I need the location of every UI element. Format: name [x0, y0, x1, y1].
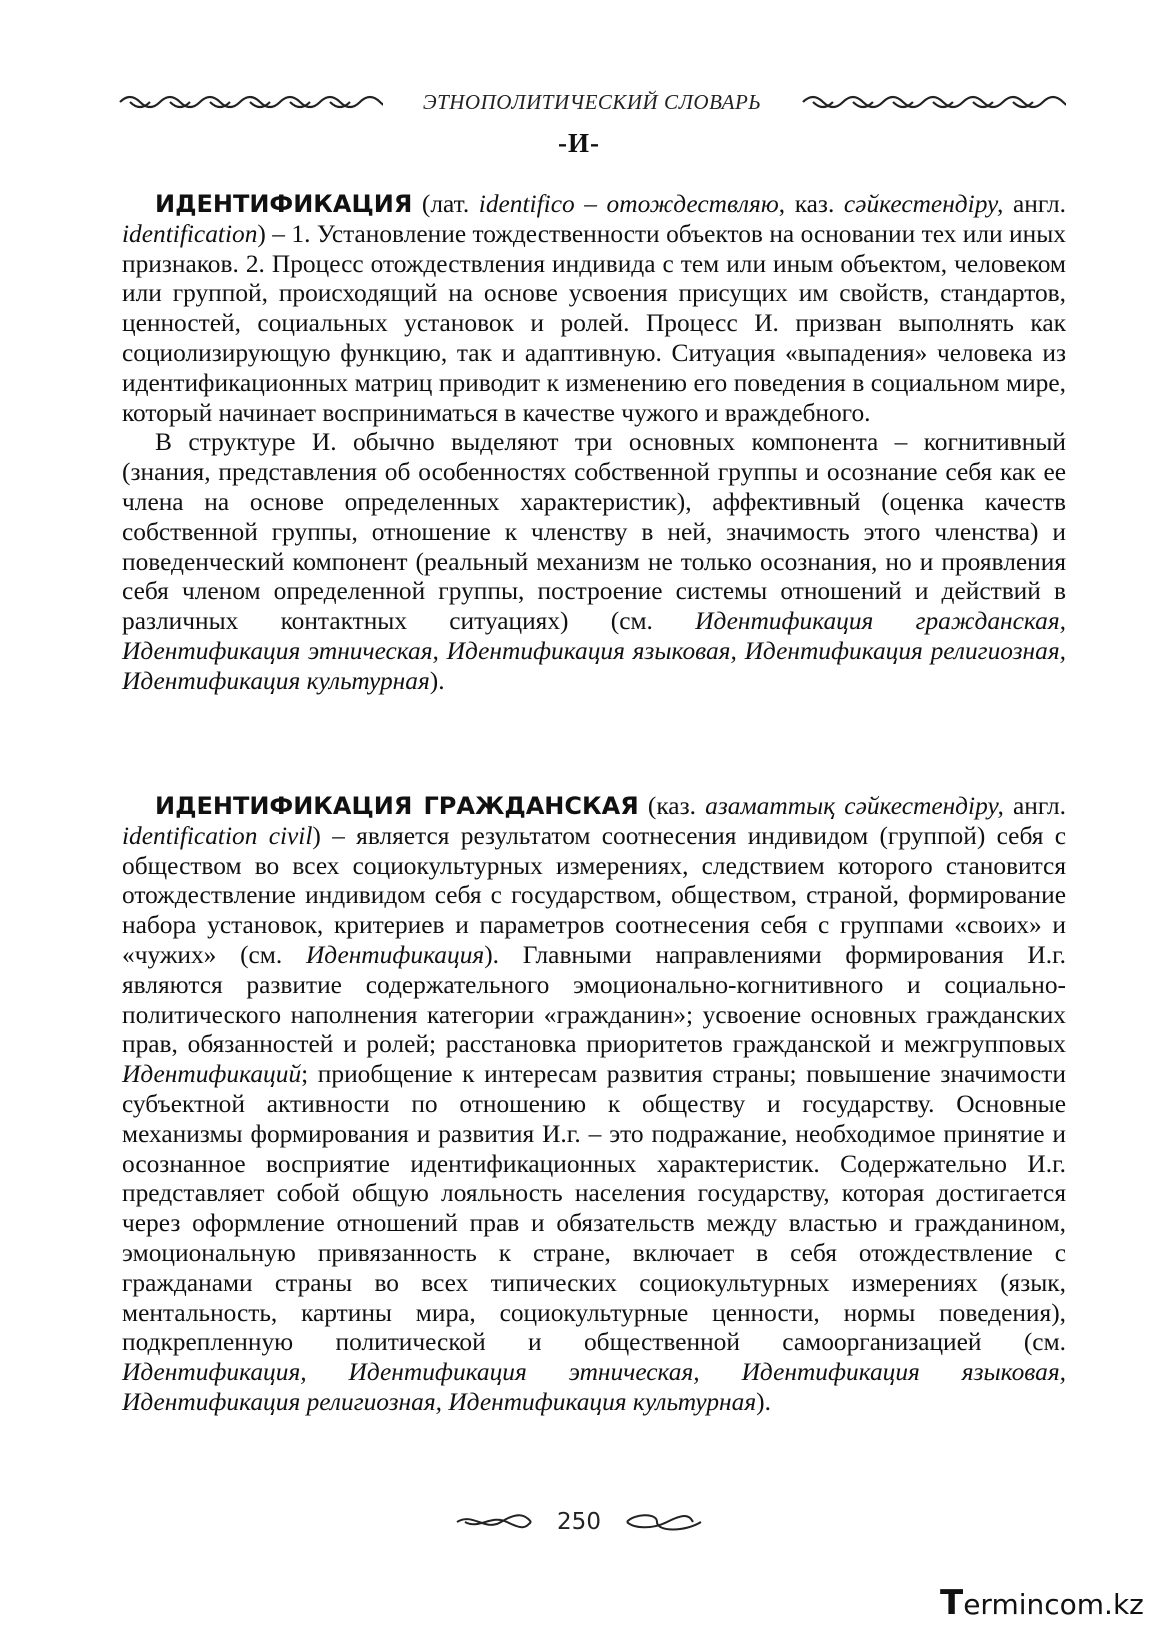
watermark-text: ermincom.kz	[963, 1588, 1144, 1621]
site-watermark	[940, 1583, 1144, 1623]
entry-term: ИДЕНТИФИКАЦИЯ	[155, 190, 413, 218]
entry-english: identification civil	[122, 821, 313, 850]
page-number: 250	[557, 1509, 601, 1535]
entry-paragraph	[122, 190, 1066, 428]
entry-english: identification	[122, 219, 258, 248]
cross-reference: Идентификация	[305, 940, 485, 969]
entry-definition: ) – 1. Установление тождественности объектов на основании тех или иных признаков. 2. Процесс отождествления индивида с тем или иным объектом, человеком или группой, происходящий на основе усвоения присущих им свойств, стандартов, ценностей, социальных установок и ролей. Процесс И. призван выполнять как социолизирующую функцию, так и адаптивную. Ситуация «выпадения» человека из идентификационных матриц приводит к изменению его поведения в социальном мире, который начинает восприниматься в качестве чужого и враждебного.	[122, 219, 1066, 427]
cross-reference: Идентификация, Идентификация этническая, Идентификация языковая, Идентификация религиозная, Идентификация культурная	[122, 1358, 1066, 1416]
right-ornament-icon	[801, 91, 1066, 113]
entry-kazakh: сәйкестендіру,	[843, 190, 1004, 218]
entry-text: англ.	[1003, 190, 1066, 218]
right-swirl-icon	[625, 1512, 703, 1532]
entry-text: ).	[756, 1387, 771, 1416]
page-footer	[0, 1502, 1158, 1542]
entry-identification	[122, 190, 1066, 697]
cross-reference: Идентификация гражданская, Идентификация этническая, Идентификация языковая, Идентификация религиозная, Идентификация культурная	[122, 607, 1066, 695]
watermark-initial: T	[940, 1583, 964, 1623]
cross-reference: Идентификаций	[122, 1060, 302, 1089]
entry-term: ИДЕНТИФИКАЦИЯ ГРАЖДАНСКАЯ	[155, 792, 639, 820]
entry-kazakh: азаматтық сәйкестендіру,	[705, 792, 1004, 820]
entry-text: В структуре И. обычно выделяют три основных компонента – когнитивный (знания, представления об особенностях собственной группы и осознание себя как ее члена на основе определенных характеристик), аффективный (оценка качеств собственной группы, отношение к членству в ней, значимость этого членства) и поведенческий компонент (реальный механизм не только осознания, но и проявления себя членом определенной группы, построение системы отношений и действий в различных контактных ситуациях) (см.	[122, 428, 1066, 636]
entry-text: ).	[429, 666, 445, 695]
entry-text: (лат.	[412, 190, 479, 218]
entry-definition: ) – является результатом соотнесения индивидом (группой) себя с обществом во всех социокультурных измерениях, следствием которого становится отождествление индивидом себя с государством, обществом, страной, формирование набора установок, критериев и параметров соотнесения себя с группами «своих» и «чужих» (см.	[122, 821, 1066, 969]
entry-paragraph	[122, 792, 1066, 1418]
entry-civil-identification	[122, 792, 1066, 1418]
left-swirl-icon	[455, 1512, 533, 1532]
entry-etymology: identifico – отождествляю	[478, 190, 779, 218]
entry-text: , каз.	[778, 190, 844, 218]
entry-text: англ.	[1003, 792, 1066, 820]
header-title: ЭТНОПОЛИТИЧЕСКИЙ СЛОВАРЬ	[422, 89, 762, 114]
entry-text: ). Главными направлениями формирования И.г. являются развитие содержательного эмоционально-когнитивного и социально-политического наполнения категории «гражданин»; усвоение основных гражданских прав, обязанностей и ролей; расстановка приоритетов гражданской и межгрупповых	[122, 940, 1066, 1059]
entry-text: ; приобщение к интересам развития страны; повышение значимости субъектной активности по отношению к обществу и государству. Основные механизмы формирования и развития И.г. – это подражание, необходимое принятие и осознанное восприятие идентификационных характеристик. Содержательно И.г. представляет собой общую лояльность населения государству, которая достигается через оформление отношений прав и обязательств между властью и гражданином, эмоциональную привязанность к стране, включает в себя отождествление с гражданами страны во всех типических социокультурных измерениях (язык, ментальность, картины мира, социокультурные ценности, нормы поведения), подкрепленную политической и общественной самоорганизацией (см.	[122, 1060, 1066, 1357]
left-ornament-icon	[118, 91, 383, 113]
running-header	[118, 82, 1066, 122]
entry-text: (каз.	[638, 792, 706, 820]
section-letter: -И-	[558, 128, 600, 158]
entry-paragraph	[122, 428, 1066, 696]
